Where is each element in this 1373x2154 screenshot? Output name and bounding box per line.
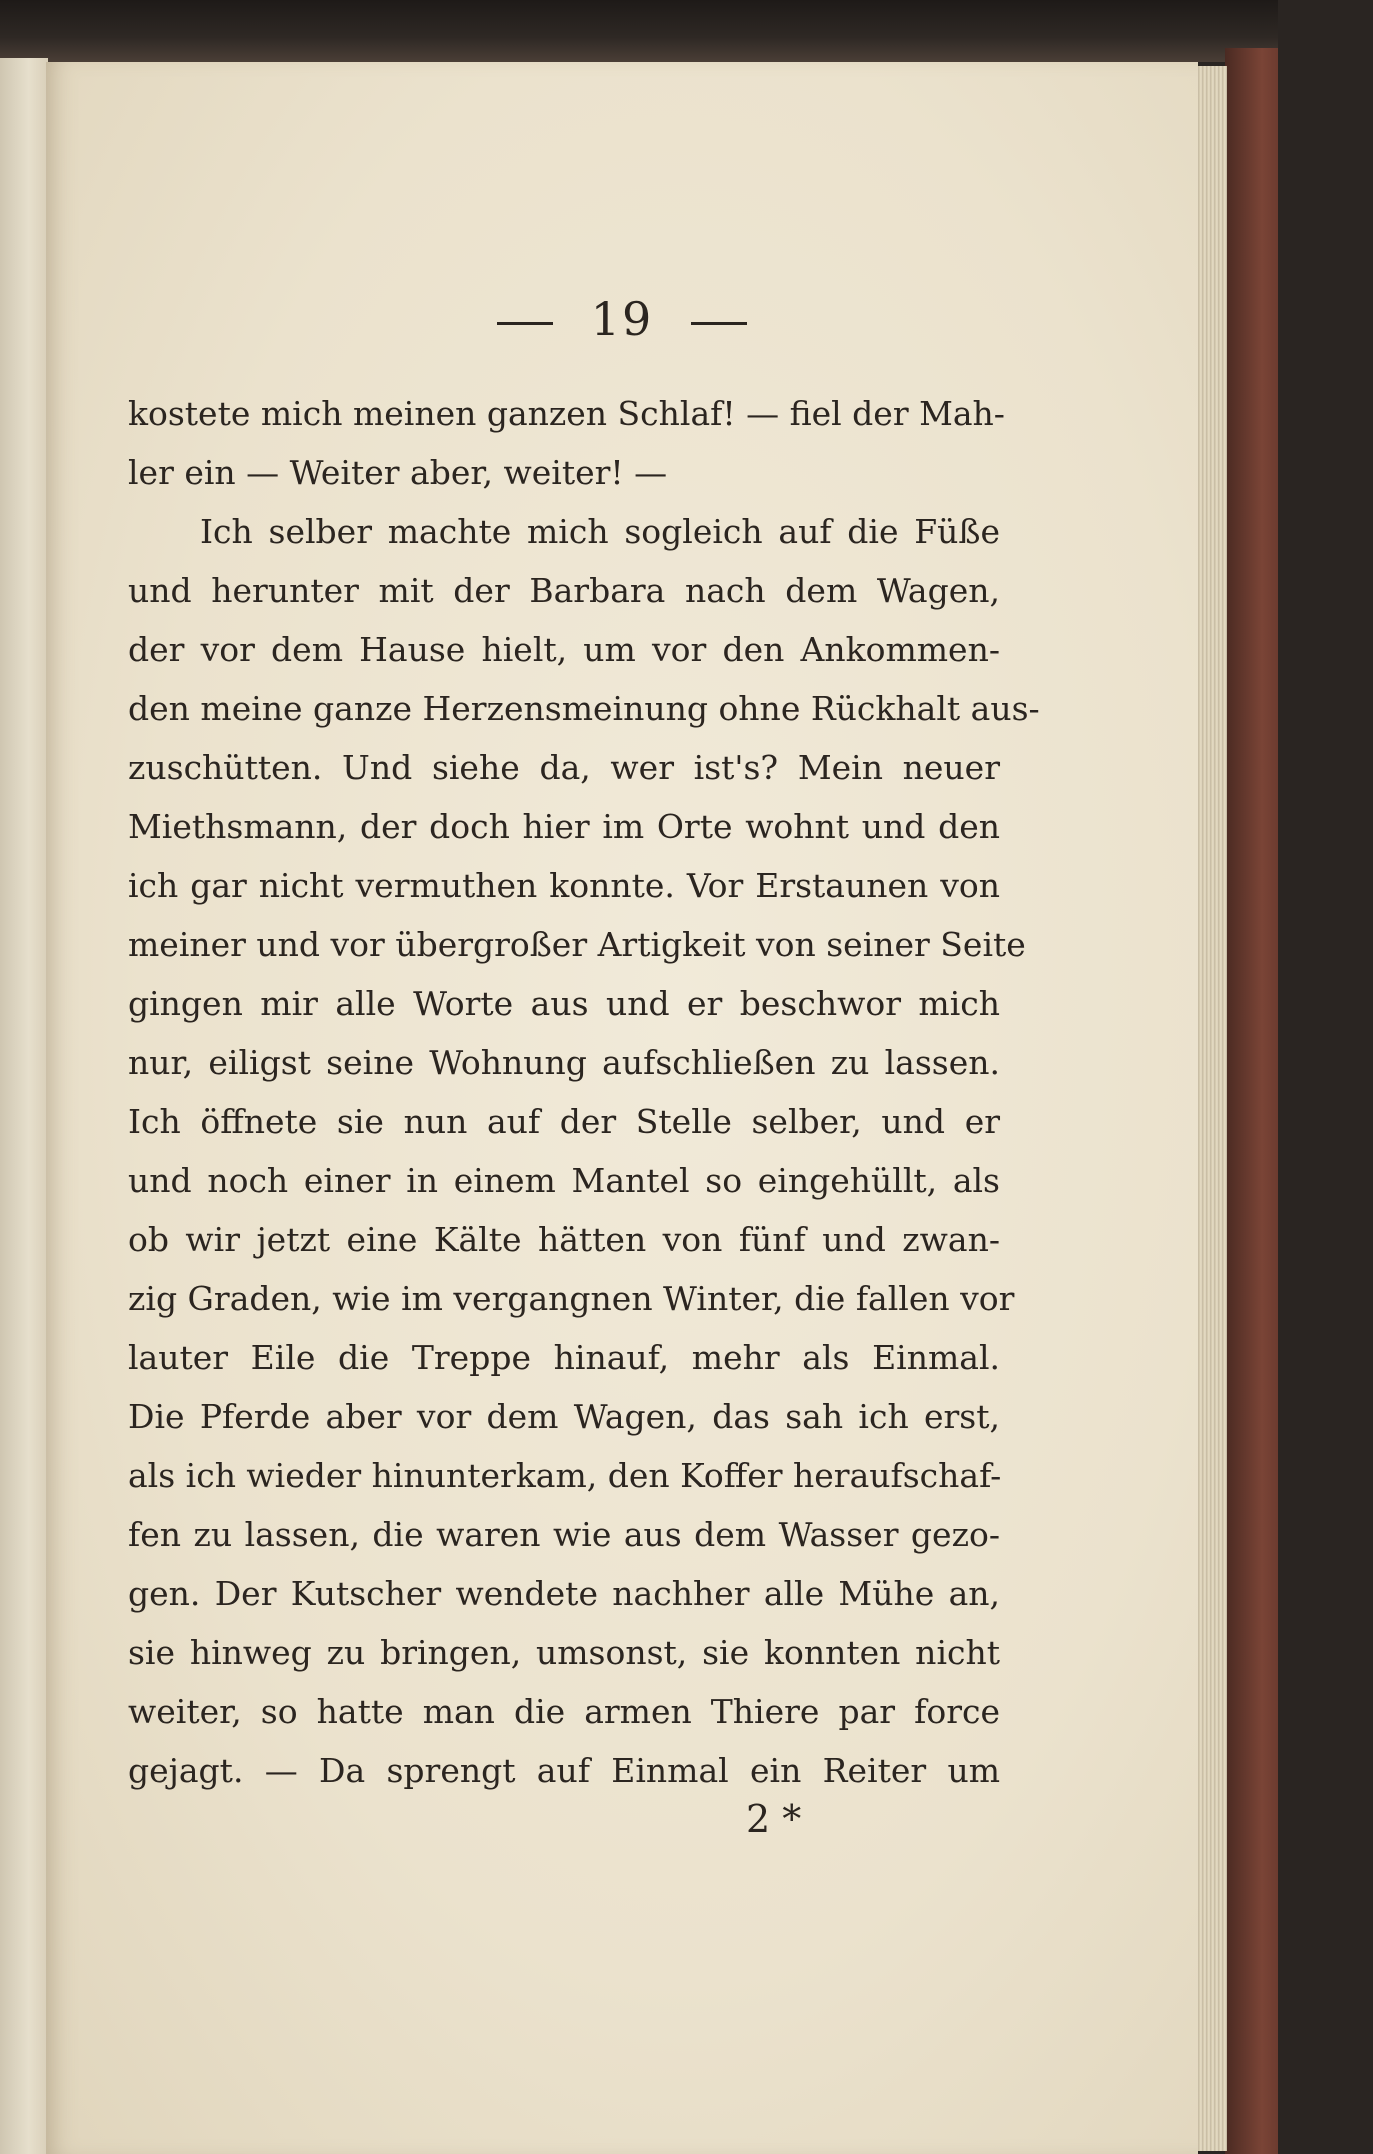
book-page: [46, 62, 1198, 2154]
text-line: Ich öffnete sie nun auf der Stelle selber, und er: [128, 1102, 1000, 1141]
previous-page-edge: [0, 58, 48, 2154]
header-dash-right: [691, 322, 747, 325]
text-line: ob wir jetzt eine Kälte hätten von fünf und zwan-: [128, 1220, 1000, 1259]
text-line: gen. Der Kutscher wendete nachher alle Mühe an,: [128, 1574, 1000, 1613]
text-line: sie hinweg zu bringen, umsonst, sie konnten nicht: [128, 1633, 1000, 1672]
header-dash-left: [497, 322, 553, 325]
text-line: gejagt. — Da sprengt auf Einmal ein Reiter um: [128, 1751, 1000, 1790]
signature-mark: 2 *: [746, 1797, 802, 1841]
text-line: als ich wieder hinunterkam, den Koffer heraufschaf-: [128, 1456, 1002, 1495]
text-line: der vor dem Hause hielt, um vor den Ankommen-: [128, 630, 1000, 669]
text-line: nur, eiligst seine Wohnung aufschließen zu lassen.: [128, 1043, 1000, 1082]
text-line: lauter Eile die Treppe hinauf, mehr als Einmal.: [128, 1338, 1000, 1377]
text-line: meiner und vor übergroßer Artigkeit von seiner Seite: [128, 925, 1026, 964]
text-line: weiter, so hatte man die armen Thiere par force: [128, 1692, 1000, 1731]
page-header: [46, 292, 1198, 346]
background-edge: [1278, 0, 1373, 2154]
text-line: ler ein — Weiter aber, weiter! —: [128, 453, 668, 492]
text-line: Miethsmann, der doch hier im Orte wohnt und den: [128, 807, 1000, 846]
text-line: zig Graden, wie im vergangnen Winter, die fallen vor: [128, 1279, 1015, 1318]
text-line: ich gar nicht vermuthen konnte. Vor Erstaunen von: [128, 866, 1000, 905]
text-line: den meine ganze Herzensmeinung ohne Rückhalt aus-: [128, 689, 1040, 728]
text-line: und herunter mit der Barbara nach dem Wagen,: [128, 571, 1000, 610]
top-book-edge: [0, 0, 1373, 62]
text-line: und noch einer in einem Mantel so eingehüllt, als: [128, 1161, 1000, 1200]
text-line: zuschütten. Und siehe da, wer ist's? Mein neuer: [128, 748, 1000, 787]
page-number: 19: [590, 292, 654, 346]
page-body-text: [128, 384, 1040, 1800]
text-line: gingen mir alle Worte aus und er beschwor mich: [128, 984, 1000, 1023]
text-line: kostete mich meinen ganzen Schlaf! — fiel der Mah-: [128, 394, 1005, 433]
text-line: fen zu lassen, die waren wie aus dem Wasser gezo-: [128, 1515, 1000, 1554]
text-line: Die Pferde aber vor dem Wagen, das sah ich erst,: [128, 1397, 1000, 1436]
text-line: Ich selber machte mich sogleich auf die Füße: [200, 512, 1000, 551]
page-stack-edge: [1195, 66, 1227, 2151]
